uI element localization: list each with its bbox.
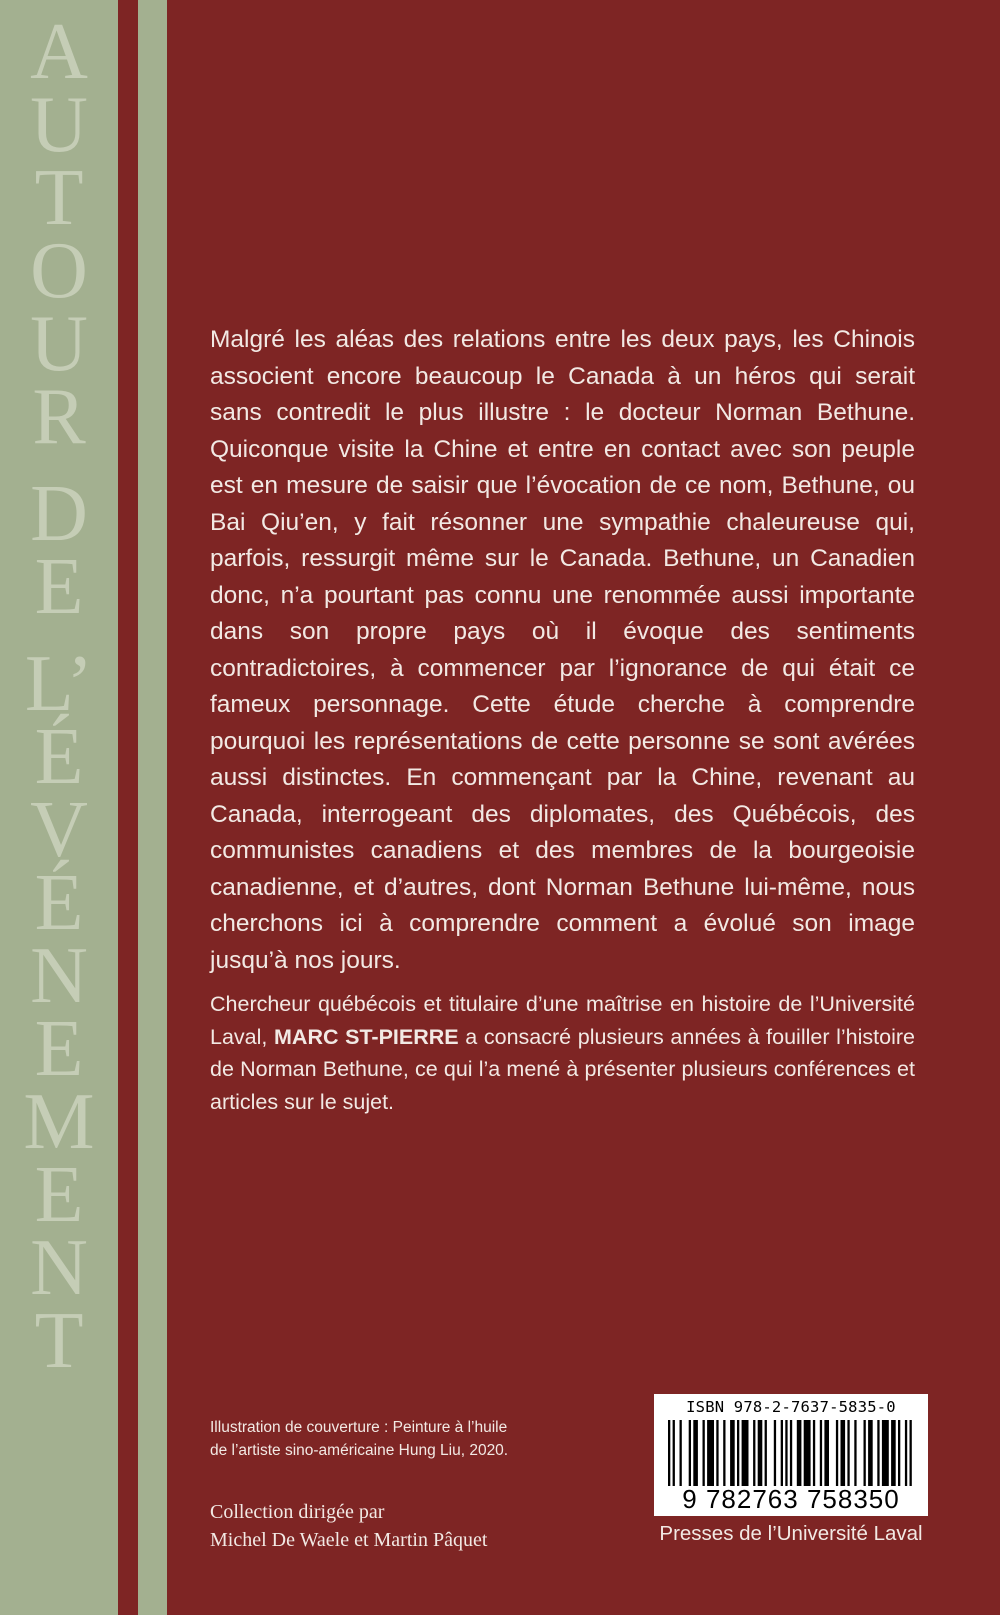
- barcode-bar: [882, 1420, 889, 1486]
- collection-line-1: Collection dirigée par: [210, 1501, 385, 1523]
- series-title-letter: D: [30, 470, 88, 558]
- barcode-bar: [804, 1420, 811, 1486]
- barcode-bar: [854, 1420, 856, 1486]
- barcode-bar: [824, 1420, 829, 1486]
- barcode-bar: [877, 1420, 879, 1486]
- barcode-bar: [716, 1420, 718, 1486]
- barcode-bar: [758, 1420, 763, 1486]
- credit-line-2: de l’artiste sino-américaine Hung Liu, 2020.: [210, 1442, 509, 1459]
- series-title-letter: E: [34, 1005, 84, 1093]
- barcode-bar: [905, 1420, 907, 1486]
- barcode-bar: [707, 1420, 714, 1486]
- isbn-label: ISBN 978-2-7637-5835-0: [686, 1398, 896, 1416]
- author-bio-rest: a consacré plusieurs années à fouiller l’histoire de Norman Bethune, ce qui l’a mené à présenter plusieurs conférences et articles sur le sujet.: [210, 1024, 915, 1114]
- series-title-letter: U: [30, 300, 88, 388]
- series-title-letter: E: [34, 1151, 84, 1239]
- barcode-bar: [813, 1420, 815, 1486]
- barcode-bar: [673, 1420, 675, 1486]
- barcode-bar: [836, 1420, 838, 1486]
- barcode-bar: [790, 1420, 792, 1486]
- spine-band: [138, 0, 167, 1615]
- series-title-letter: T: [34, 1297, 84, 1385]
- series-title-letter: A: [30, 8, 88, 96]
- author-bio: [210, 988, 915, 1118]
- barcode-bar: [693, 1420, 698, 1486]
- barcode-bar: [668, 1420, 670, 1486]
- barcode-bar: [898, 1420, 900, 1486]
- series-title-letter: L’: [24, 640, 94, 728]
- author-bio-intro: Chercheur québécois et titulaire d’une maîtrise en histoire de l’Université Laval,: [210, 992, 915, 1049]
- series-title-letter: U: [30, 81, 88, 169]
- barcode-bar: [737, 1420, 739, 1486]
- spine-divider: [118, 0, 138, 1615]
- collection-editors: [210, 1498, 610, 1554]
- barcode-bar: [891, 1420, 896, 1486]
- series-title-letter: T: [34, 154, 84, 242]
- barcode-digits: 9 782763 758350: [682, 1484, 900, 1514]
- series-title-letter: M: [23, 1078, 95, 1166]
- series-title-letter: E: [34, 543, 84, 631]
- cover-illustration-credit: [210, 1416, 570, 1462]
- barcode-bar: [689, 1420, 691, 1486]
- series-title-letter: N: [30, 1224, 88, 1312]
- barcode-bar: [781, 1420, 783, 1486]
- series-title-letter: R: [32, 373, 86, 461]
- barcode-bar: [820, 1420, 822, 1486]
- author-name: MARC ST-PIERRE: [274, 1024, 459, 1049]
- barcode-bar: [765, 1420, 767, 1486]
- barcode-bar: [864, 1420, 866, 1486]
- collection-line-2: Michel De Waele et Martin Pâquet: [210, 1529, 488, 1551]
- series-title-letter: O: [30, 227, 88, 315]
- publisher-name: Presses de l’Université Laval: [659, 1522, 923, 1545]
- series-title-letter: V: [30, 786, 88, 874]
- isbn-barcode: [654, 1394, 928, 1516]
- book-summary: Malgré les aléas des relations entre les deux pays, les Chinois associent encore beaucoup le Canada à un héros qui serait sans contredit le plus illustre : le docteur Norman Bethune. Quiconque visite la Chine et entre en contact avec son peuple est en mesure de saisir que l’évocation de ce nom, Bethune, ou Bai Qiu’en, y fait résonner une sympathie chaleureuse qui, parfois, ressurgit même sur le Canada. Bethune, un Canadien donc, n’a pourtant pas connu une renommée aussi importante dans son propre pays où il évoque des sentiments contradictoires, à commencer par l’ignorance de qui était ce fameux personnage. Cette étude cherche à comprendre pourquoi les représentations de cette personne se sont avérées aussi distinctes. En commençant par la Chine, revenant au Canada, interrogeant des diplomates, des Québécois, des communistes canadiens et des membres de la bourgeoisie canadienne, et d’autres, dont Norman Bethune lui-même, nous cherchons ici à comprendre comment a évolué son image jusqu’à nos jours.: [210, 326, 915, 974]
- series-title-letter: É: [34, 859, 84, 947]
- barcode-bar: [910, 1420, 912, 1486]
- credit-line-1: Illustration de couverture : Peinture à l’huile: [210, 1419, 508, 1436]
- barcode-bar: [774, 1420, 776, 1486]
- series-title-letter: É: [34, 713, 84, 801]
- barcode-bar: [680, 1420, 682, 1486]
- series-title: [0, 8, 118, 1385]
- barcode-bar: [785, 1420, 787, 1486]
- barcode-bar: [730, 1420, 735, 1486]
- barcode-bar: [742, 1420, 749, 1486]
- barcode-bars: [668, 1420, 914, 1486]
- barcode-bar: [797, 1420, 802, 1486]
- barcode-bar: [868, 1420, 873, 1486]
- barcode-bar: [703, 1420, 705, 1486]
- barcode-bar: [753, 1420, 755, 1486]
- barcode-bar: [841, 1420, 846, 1486]
- barcode-bar: [847, 1420, 849, 1486]
- barcode-bar: [723, 1420, 725, 1486]
- series-title-letter: N: [30, 932, 88, 1020]
